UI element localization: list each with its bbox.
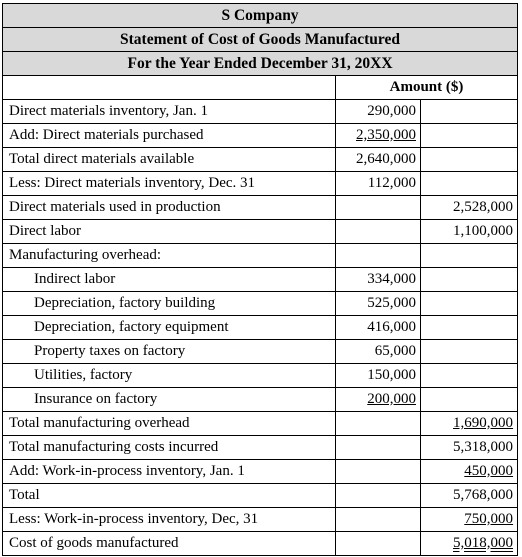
table-row: [3, 220, 518, 244]
total-amount-cell: [421, 436, 518, 460]
statement-title-row: [3, 28, 518, 52]
total-amount-cell: [421, 316, 518, 340]
line-item-label: Add: Work-in-process inventory, Jan. 1: [3, 460, 336, 484]
table-row: [3, 388, 518, 412]
detail-amount-cell: [336, 364, 421, 388]
total-amount: 5,018,000: [453, 535, 514, 551]
line-item-label: Less: Direct materials inventory, Dec. 31: [3, 172, 336, 196]
total-amount-cell: [421, 268, 518, 292]
total-amount-cell: [421, 364, 518, 388]
line-item-label: Depreciation, factory equipment: [3, 316, 336, 340]
table-row: [3, 412, 518, 436]
table-row: [3, 172, 518, 196]
company-row: [3, 4, 518, 28]
total-amount-cell: [421, 412, 518, 436]
table-row: [3, 484, 518, 508]
detail-amount-cell: [336, 508, 421, 532]
amount-column-header: Amount ($): [336, 76, 518, 100]
line-item-label: Direct labor: [3, 220, 336, 244]
table-row: [3, 340, 518, 364]
statement-title: Statement of Cost of Goods Manufactured: [3, 28, 518, 52]
line-item-label: Depreciation, factory building: [3, 292, 336, 316]
table-row: [3, 124, 518, 148]
line-item-label: Total manufacturing overhead: [3, 412, 336, 436]
line-item-label: Utilities, factory: [3, 364, 336, 388]
statement-period: For the Year Ended December 31, 20XX: [3, 52, 518, 76]
total-amount: 750,000: [464, 511, 514, 527]
line-item-label: Manufacturing overhead:: [3, 244, 336, 268]
total-amount-cell: [421, 532, 518, 556]
column-header-row: [3, 76, 518, 100]
detail-amount-cell: [336, 148, 421, 172]
table-row: [3, 316, 518, 340]
line-item-label: Indirect labor: [3, 268, 336, 292]
detail-amount-cell: [336, 532, 421, 556]
detail-amount-cell: [336, 172, 421, 196]
line-item-label: Less: Work-in-process inventory, Dec, 31: [3, 508, 336, 532]
line-item-label: Add: Direct materials purchased: [3, 124, 336, 148]
detail-amount: 334,000: [367, 271, 416, 287]
detail-amount-cell: [336, 124, 421, 148]
line-item-label: Direct materials used in production: [3, 196, 336, 220]
detail-amount: 416,000: [367, 319, 416, 335]
table-row: [3, 100, 518, 124]
total-amount-cell: [421, 292, 518, 316]
table-row: [3, 508, 518, 532]
total-amount-cell: [421, 508, 518, 532]
total-amount-cell: [421, 220, 518, 244]
line-item-label: Property taxes on factory: [3, 340, 336, 364]
detail-amount: 290,000: [367, 103, 416, 119]
table-row: [3, 436, 518, 460]
table-row: [3, 292, 518, 316]
table-row: [3, 148, 518, 172]
total-amount: 5,318,000: [453, 439, 514, 455]
total-amount-cell: [421, 484, 518, 508]
period-row: [3, 52, 518, 76]
table-row: [3, 196, 518, 220]
cogm-statement-table: [2, 3, 518, 556]
detail-amount-cell: [336, 100, 421, 124]
total-amount: 5,768,000: [453, 487, 514, 503]
total-amount: 2,528,000: [453, 199, 514, 215]
detail-amount-cell: [336, 388, 421, 412]
detail-amount-cell: [336, 484, 421, 508]
total-amount-cell: [421, 196, 518, 220]
detail-amount-cell: [336, 268, 421, 292]
total-amount: 450,000: [464, 463, 514, 479]
detail-amount: 65,000: [374, 343, 416, 359]
total-amount-cell: [421, 340, 518, 364]
detail-amount-cell: [336, 340, 421, 364]
line-item-label: Total manufacturing costs incurred: [3, 436, 336, 460]
table-row: [3, 460, 518, 484]
total-amount-cell: [421, 388, 518, 412]
table-row: [3, 244, 518, 268]
detail-amount: 2,640,000: [356, 151, 416, 167]
total-amount-cell: [421, 148, 518, 172]
detail-amount: 112,000: [367, 175, 416, 191]
detail-amount-cell: [336, 412, 421, 436]
line-item-label: Total: [3, 484, 336, 508]
total-amount-cell: [421, 460, 518, 484]
line-item-label: Direct materials inventory, Jan. 1: [3, 100, 336, 124]
table-row: [3, 532, 518, 556]
detail-amount: 2,350,000: [356, 127, 416, 143]
detail-amount: 200,000: [367, 391, 416, 407]
total-amount-cell: [421, 100, 518, 124]
statement-body: [3, 4, 518, 556]
blank-header-cell: [3, 76, 336, 100]
detail-amount-cell: [336, 220, 421, 244]
total-amount: 1,100,000: [453, 223, 514, 239]
table-row: [3, 364, 518, 388]
detail-amount: 525,000: [367, 295, 416, 311]
total-amount: 1,690,000: [453, 415, 514, 431]
detail-amount: 150,000: [367, 367, 416, 383]
total-amount-cell: [421, 172, 518, 196]
detail-amount-cell: [336, 244, 421, 268]
detail-amount-cell: [336, 196, 421, 220]
detail-amount-cell: [336, 292, 421, 316]
line-item-label: Total direct materials available: [3, 148, 336, 172]
detail-amount-cell: [336, 460, 421, 484]
table-row: [3, 268, 518, 292]
line-item-label: Cost of goods manufactured: [3, 532, 336, 556]
company-name: S Company: [3, 4, 518, 28]
line-item-label: Insurance on factory: [3, 388, 336, 412]
detail-amount-cell: [336, 436, 421, 460]
total-amount-cell: [421, 124, 518, 148]
total-amount-cell: [421, 244, 518, 268]
detail-amount-cell: [336, 316, 421, 340]
